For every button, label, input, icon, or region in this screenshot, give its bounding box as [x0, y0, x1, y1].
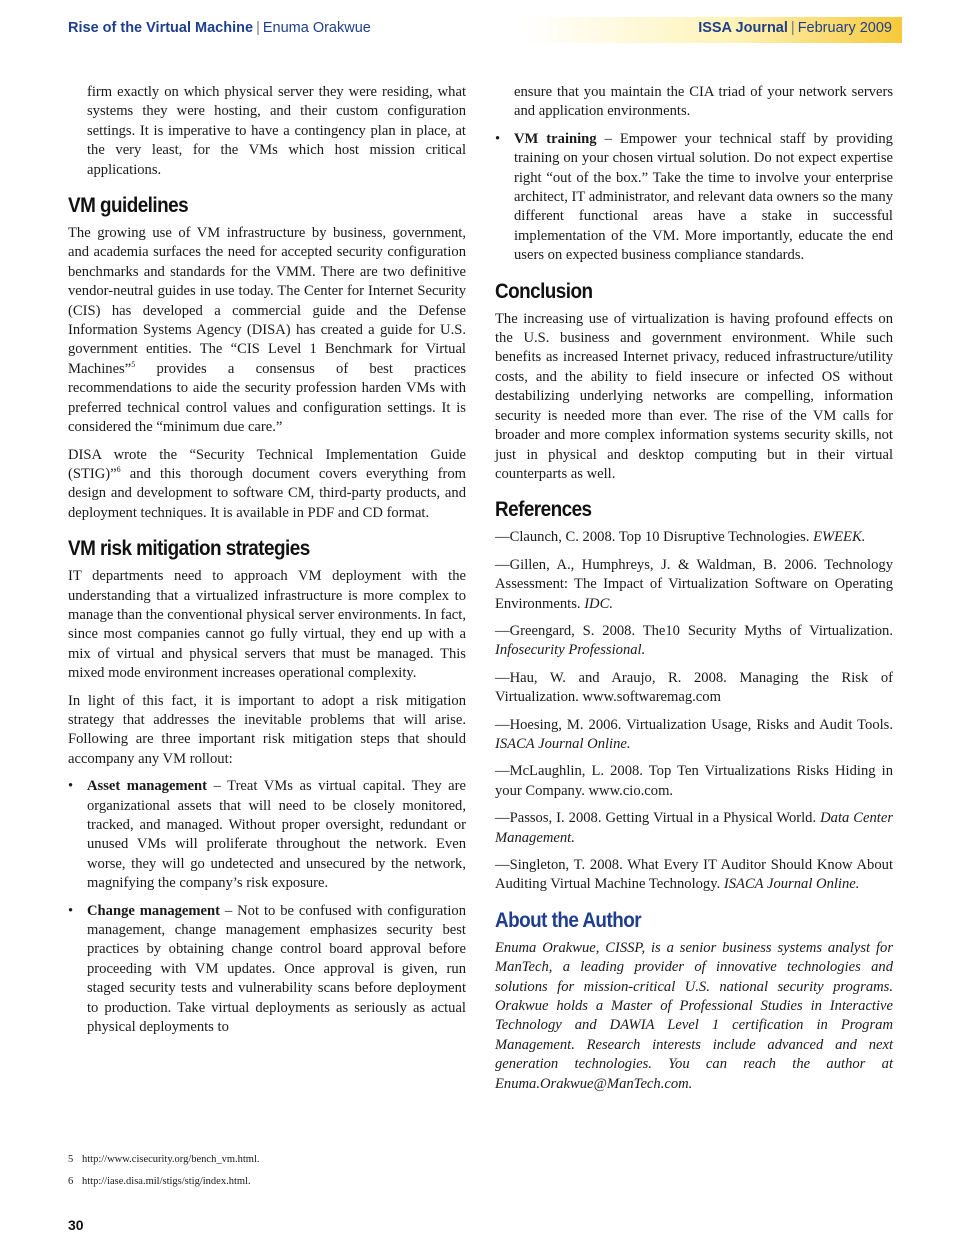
text-run: The growing use of VM infrastructure by business, government, and academia surfaces the need for accepted security configuration benchmarks and standards for the VMM. There are two definitive vendor-neutral guides in use today. The Center for Internet Security (CIS) has developed a commercial guide and the Defense Information Systems Agency (DISA) has created a guide for U.S. government entities. The “CIS Level 1 Benchmark for Virtual Machines” — [68, 225, 466, 377]
reference-text: —Greengard, S. 2008. The10 Security Myths of Virtualization. — [495, 622, 893, 639]
bullet-lead: Change management — [87, 902, 221, 919]
reference-item — [495, 809, 893, 848]
right-column — [495, 83, 893, 1102]
footnote — [68, 1153, 466, 1167]
footnote-ref-5: 5 — [131, 360, 136, 370]
bullet-lead: Asset management — [87, 778, 208, 795]
reference-item — [495, 622, 893, 661]
reference-source: EWEEK. — [813, 529, 866, 546]
bullet-text: – Not to be confused with configuration management, change management emphasizes security best practices by obtaining change control board approval before proceeding with VM updates. Once approval is given, run staged security tests and vulnerability scans before deployment to production. Take virtual deployments as seriously as actual physical deployments to — [87, 902, 466, 1036]
risk-mitigation-list — [68, 777, 466, 1037]
bullet-text: – Treat VMs as virtual capital. They are organizational assets that will need to be closely monitored, tracked, and managed. Without proper oversight, redundant or unused VMs will proliferate throughout the network. Even worse, they will go undetected and unsecured by the network, magnifying the company’s risk exposure. — [87, 778, 466, 892]
footnote-url: http://www.cisecurity.org/bench_vm.html. — [82, 1154, 260, 1165]
header-author: Enuma Orakwue — [262, 20, 371, 36]
reference-list — [495, 528, 893, 895]
text-run: and this thorough document covers everything from design and development to software CM, third-party products, and deployment techniques. It is available in PDF and CD format. — [68, 465, 466, 521]
reference-text: —Singleton, T. 2008. What Every IT Auditor Should Know About Auditing Virtual Machine Technology. — [495, 857, 893, 893]
list-item-vm-training — [495, 130, 893, 266]
reference-item — [495, 528, 893, 547]
header-separator-right: | — [790, 20, 795, 36]
running-header-left — [68, 20, 371, 36]
bullet-text: – Empower your technical staff by providing training on your chosen virtual solution. Do not expect expertise right “out of the box.” Take the time to involve your enterprise architect, IT administrator, and relevant data owners so the many different functional areas have a stake in successful implementation of the VM. More importantly, educate the end users on expected business compliance standards. — [514, 130, 893, 264]
reference-text: —Claunch, C. 2008. Top 10 Disruptive Technologies. — [495, 529, 814, 546]
running-header-right — [698, 20, 892, 36]
training-list — [495, 130, 893, 266]
reference-text: —Hoesing, M. 2006. Virtualization Usage, Risks and Audit Tools. — [495, 716, 893, 733]
author-bio: Enuma Orakwue, CISSP, is a senior business systems analyst for ManTech, a leading provider of innovative technologies and solutions for mission-critical U.S. national security programs. Orakwue holds a Master of Professional Studies in Interactive Technology and DAWIA Level 1 certification in Program Management. Research interests include advanced and next generation technologies. You can reach the author at Enuma.Orakwue@ManTech.com. — [495, 939, 893, 1092]
footnote-number: 5 — [68, 1154, 74, 1165]
reference-source: ISACA Journal Online. — [495, 735, 631, 752]
reference-text: —McLaughlin, L. 2008. Top Ten Virtualizations Risks Hiding in your Company. www.cio.com. — [495, 763, 893, 799]
left-column — [68, 83, 466, 1045]
reference-text: —Hau, W. and Araujo, R. 2008. Managing the Risk of Virtualization. www.softwaremag.com — [495, 669, 893, 706]
risk-mitigation-paragraph-1: IT departments need to approach VM deployment with the understanding that a virtualized infrastructure is more complex to manage than the conventional physical server environments. In fact, since most companies cannot go fully virtual, they end up with a mix of virtual and physical servers that must be managed. This mixed mode environment increases operational complexity. — [68, 568, 466, 682]
footnotes — [68, 1153, 466, 1197]
reference-source: ISACA Journal Online. — [723, 876, 860, 893]
reference-item — [495, 556, 893, 614]
reference-text: —Passos, I. 2008. Getting Virtual in a Physical World. — [495, 810, 821, 827]
reference-source: IDC. — [584, 595, 613, 612]
risk-mitigation-paragraph-2: In light of this fact, it is important to adopt a risk mitigation strategy that addresses the inevitable problems that will arise. Following are three important risk mitigation steps that should accompany any VM rollout: — [68, 692, 466, 767]
conclusion-heading: Conclusion — [495, 279, 593, 303]
reference-item — [495, 762, 893, 801]
references-heading: References — [495, 498, 592, 522]
reference-source: Data Center Management. — [495, 810, 893, 846]
intro-paragraph: firm exactly on which physical server they were residing, what systems they were hosting, and their custom configuration settings. It is imperative to have a contingency plan in place, at the very least, for the VMs which host mission critical applications. — [87, 84, 466, 178]
issue-date: February 2009 — [797, 20, 892, 36]
reference-text: —Gillen, A., Humphreys, J. & Waldman, B. 2006. Technology Assessment: The Impact of Virtualization Software on Operating Environments. — [495, 556, 893, 612]
text-run: DISA wrote the “Security Technical Implementation Guide (STIG)” — [68, 446, 466, 482]
vm-guidelines-paragraph-2 — [68, 446, 466, 524]
footnote-url: http://iase.disa.mil/stigs/stig/index.html. — [82, 1176, 251, 1187]
list-item-change-management — [68, 902, 466, 1038]
reference-item — [495, 669, 893, 708]
header-separator-left: | — [256, 20, 260, 36]
list-item-asset-management — [68, 777, 466, 893]
conclusion-paragraph: The increasing use of virtualization is having profound effects on the U.S. business and government environment. While such benefits as increased Internet privacy, reduced infrastructure/utility costs, and the ability to field insecure or infected OS without destabilizing underlying networks are compelling, information security is needed more than ever. The rise of the VM calls for broader and more complex information systems security skills, not just in physical and desktop computing but in their virtual counterparts as well. — [495, 310, 893, 482]
text-run: provides a consensus of best practices recommendations to aide the security profession harden VMs with preferred technical control values and configuration settings. It is considered the “minimum due care.” — [68, 360, 466, 436]
vm-guidelines-paragraph-1 — [68, 224, 466, 437]
continuation-paragraph: ensure that you maintain the CIA triad of your network servers and application environments. — [514, 84, 893, 120]
reference-source: Infosecurity Professional. — [495, 642, 646, 659]
bullet-lead: VM training — [514, 130, 597, 147]
about-author-heading: About the Author — [495, 908, 642, 932]
footnote — [68, 1175, 466, 1189]
risk-mitigation-heading: VM risk mitigation strategies — [68, 537, 310, 561]
reference-item — [495, 716, 893, 755]
footnote-number: 6 — [68, 1176, 74, 1187]
article-title: Rise of the Virtual Machine — [68, 20, 254, 36]
reference-item — [495, 856, 893, 895]
vm-guidelines-heading: VM guidelines — [68, 194, 189, 218]
footnote-ref-6: 6 — [116, 465, 121, 475]
journal-name: ISSA Journal — [698, 20, 788, 36]
page-number: 30 — [68, 1217, 84, 1233]
